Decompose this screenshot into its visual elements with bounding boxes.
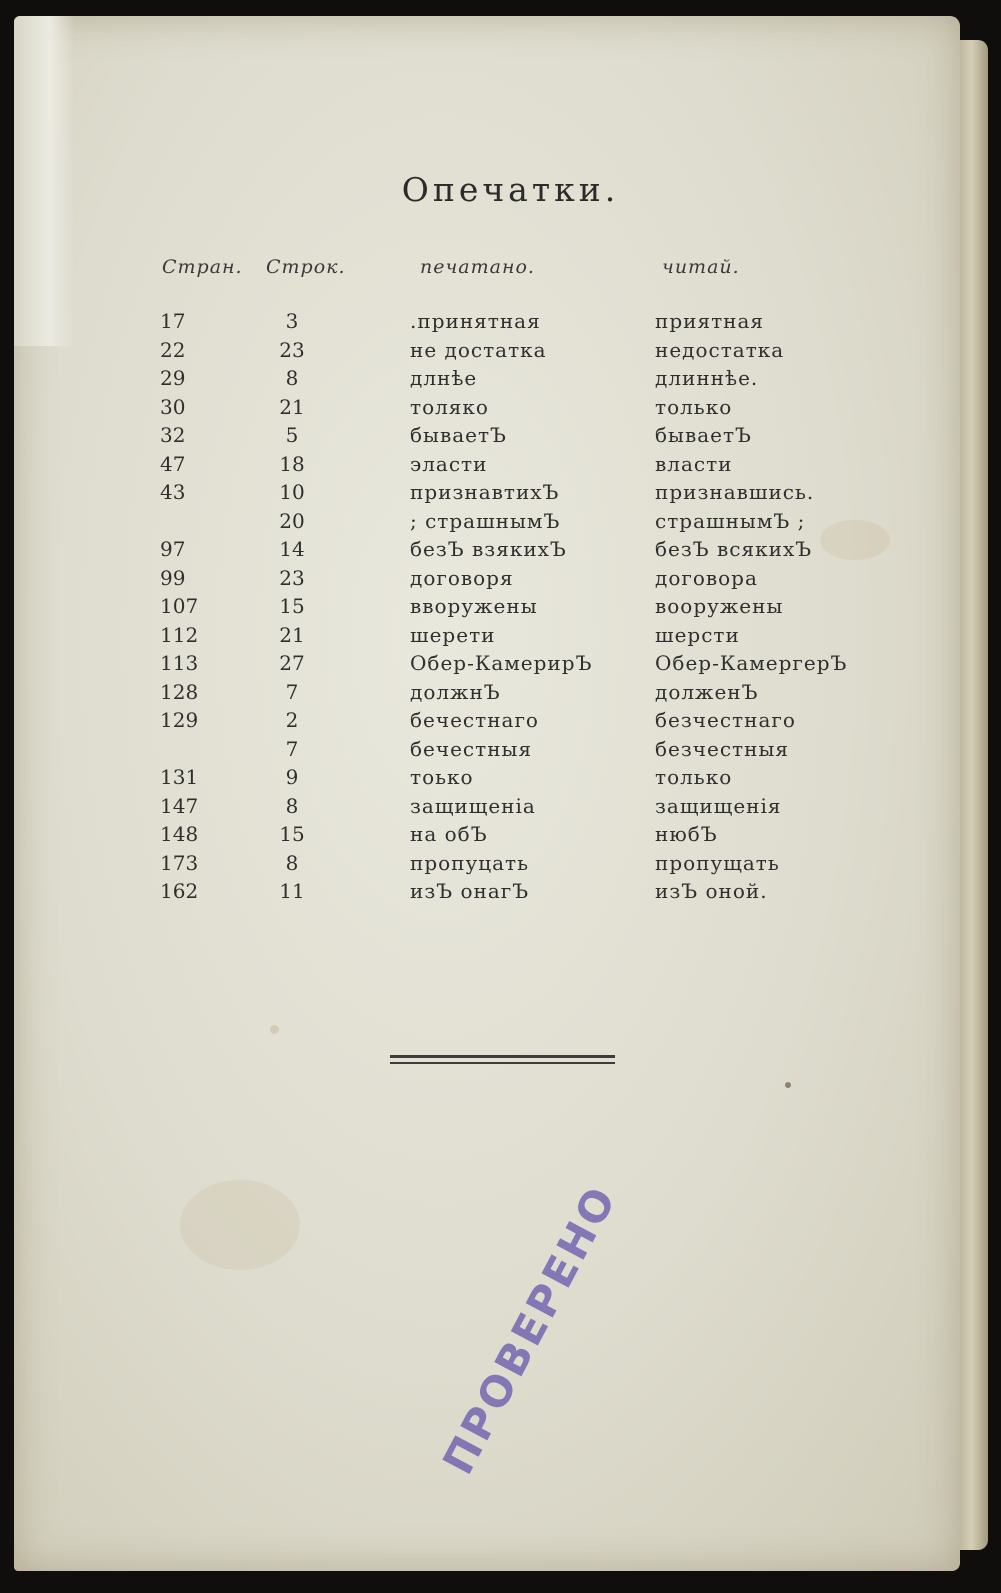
errata-line: 23 xyxy=(279,337,305,362)
errata-page: 147 xyxy=(160,793,199,818)
errata-line: 10 xyxy=(279,480,305,504)
library-stamp: ПРОВЕРЕНО xyxy=(433,1176,627,1483)
errata-row xyxy=(0,623,1001,652)
errata-printed: ; страшнымЪ xyxy=(410,508,561,533)
errata-line: 5 xyxy=(285,423,299,447)
errata-line: 2 xyxy=(285,708,299,732)
errata-line: 8 xyxy=(285,850,299,875)
errata-row xyxy=(0,537,1001,566)
errata-line: 11 xyxy=(279,879,305,903)
errata-line: 23 xyxy=(279,565,305,590)
errata-page: 29 xyxy=(160,366,186,390)
errata-line: 21 xyxy=(279,622,305,647)
foxing-spot xyxy=(270,1025,279,1034)
errata-page: 129 xyxy=(160,708,199,732)
errata-row xyxy=(0,765,1001,794)
errata-line: 15 xyxy=(279,822,305,846)
errata-printed: признавтихЪ xyxy=(410,480,560,504)
header-printed: печатано. xyxy=(420,256,535,278)
errata-row xyxy=(0,395,1001,424)
errata-printed: на обЪ xyxy=(410,822,488,846)
page-title: Опечатки. xyxy=(401,170,620,209)
errata-read: длиннѣе. xyxy=(655,366,759,390)
errata-printed: договоря xyxy=(410,565,514,590)
errata-printed: не достатка xyxy=(410,337,547,362)
errata-read: защищенія xyxy=(655,793,782,818)
foxing-spot xyxy=(785,1082,791,1088)
errata-page: 43 xyxy=(160,480,186,504)
errata-read: власти xyxy=(655,451,733,476)
errata-page: 128 xyxy=(160,679,199,704)
errata-row xyxy=(0,480,1001,509)
errata-read: безЪ всякихЪ xyxy=(655,537,813,561)
errata-read: нюбЪ xyxy=(655,822,718,846)
errata-row xyxy=(0,452,1001,481)
errata-row xyxy=(0,879,1001,908)
errata-line: 3 xyxy=(285,309,299,333)
errata-page: 148 xyxy=(160,822,199,846)
errata-read: безчестнаго xyxy=(655,708,796,732)
errata-read: изЪ оной. xyxy=(655,879,768,903)
errata-row xyxy=(0,708,1001,737)
errata-table xyxy=(0,309,1001,908)
header-read: читай. xyxy=(662,256,740,278)
errata-printed: длнѣе xyxy=(410,366,478,390)
errata-line: 8 xyxy=(285,366,299,390)
errata-page: 22 xyxy=(160,337,186,362)
errata-read: пропущать xyxy=(655,850,780,875)
errata-row xyxy=(0,651,1001,680)
errata-printed: тоько xyxy=(410,765,474,789)
errata-row xyxy=(0,794,1001,823)
errata-row xyxy=(0,737,1001,766)
errata-printed: изЪ онагЪ xyxy=(410,879,530,903)
errata-read: недостатка xyxy=(655,337,785,362)
errata-line: 9 xyxy=(285,765,299,789)
errata-row xyxy=(0,594,1001,623)
errata-printed: безЪ взякихЪ xyxy=(410,537,567,561)
errata-line: 27 xyxy=(279,651,305,675)
errata-read: только xyxy=(655,394,733,419)
errata-row xyxy=(0,822,1001,851)
errata-read: приятная xyxy=(655,309,765,333)
errata-row xyxy=(0,366,1001,395)
errata-line: 15 xyxy=(279,594,305,618)
errata-read: признавшись. xyxy=(655,480,815,504)
errata-printed: Обер-КамерирЪ xyxy=(410,651,593,675)
errata-page: 107 xyxy=(160,594,199,618)
errata-printed: бываетЪ xyxy=(410,423,507,447)
errata-read: страшнымЪ ; xyxy=(655,508,806,533)
errata-line: 21 xyxy=(279,394,305,419)
errata-read: только xyxy=(655,765,733,789)
errata-page: 97 xyxy=(160,537,186,561)
closing-rule-top xyxy=(390,1055,615,1058)
header-page: Стран. xyxy=(162,256,243,278)
errata-line: 7 xyxy=(285,679,299,704)
errata-printed: эласти xyxy=(410,451,488,476)
foxing-spot xyxy=(180,1180,300,1270)
errata-page: 131 xyxy=(160,765,199,789)
errata-read: Обер-КамергерЪ xyxy=(655,651,848,675)
errata-printed: должнЪ xyxy=(410,679,501,704)
errata-printed: толяко xyxy=(410,394,489,419)
errata-read: безчестныя xyxy=(655,736,789,761)
errata-printed: бечестнаго xyxy=(410,708,539,732)
errata-row xyxy=(0,309,1001,338)
header-line: Строк. xyxy=(266,256,346,278)
errata-page: 47 xyxy=(160,451,186,476)
errata-page: 162 xyxy=(160,879,199,903)
errata-row xyxy=(0,851,1001,880)
errata-row xyxy=(0,680,1001,709)
errata-line: 20 xyxy=(279,508,305,533)
errata-row xyxy=(0,338,1001,367)
errata-read: бываетЪ xyxy=(655,423,752,447)
errata-read: вооружены xyxy=(655,594,784,618)
errata-page: 32 xyxy=(160,423,186,447)
errata-read: шерсти xyxy=(655,622,740,647)
errata-read: долженЪ xyxy=(655,679,759,704)
errata-line: 14 xyxy=(279,537,305,561)
errata-printed: .принятная xyxy=(410,309,541,333)
errata-printed: вворужены xyxy=(410,594,538,618)
errata-page: 30 xyxy=(160,394,186,419)
closing-rule-bottom xyxy=(390,1062,615,1064)
errata-page: 17 xyxy=(160,309,186,333)
errata-read: договора xyxy=(655,565,758,590)
errata-printed: пропуцать xyxy=(410,850,530,875)
errata-line: 18 xyxy=(279,451,305,476)
errata-page: 173 xyxy=(160,850,199,875)
errata-page: 112 xyxy=(160,622,199,647)
errata-line: 7 xyxy=(285,736,299,761)
errata-printed: бечестныя xyxy=(410,736,533,761)
errata-printed: защищеніа xyxy=(410,793,536,818)
errata-row xyxy=(0,423,1001,452)
errata-row xyxy=(0,566,1001,595)
errata-page: 99 xyxy=(160,565,186,590)
errata-line: 8 xyxy=(285,793,299,818)
errata-printed: шерети xyxy=(410,622,496,647)
errata-row xyxy=(0,509,1001,538)
errata-page: 113 xyxy=(160,651,199,675)
